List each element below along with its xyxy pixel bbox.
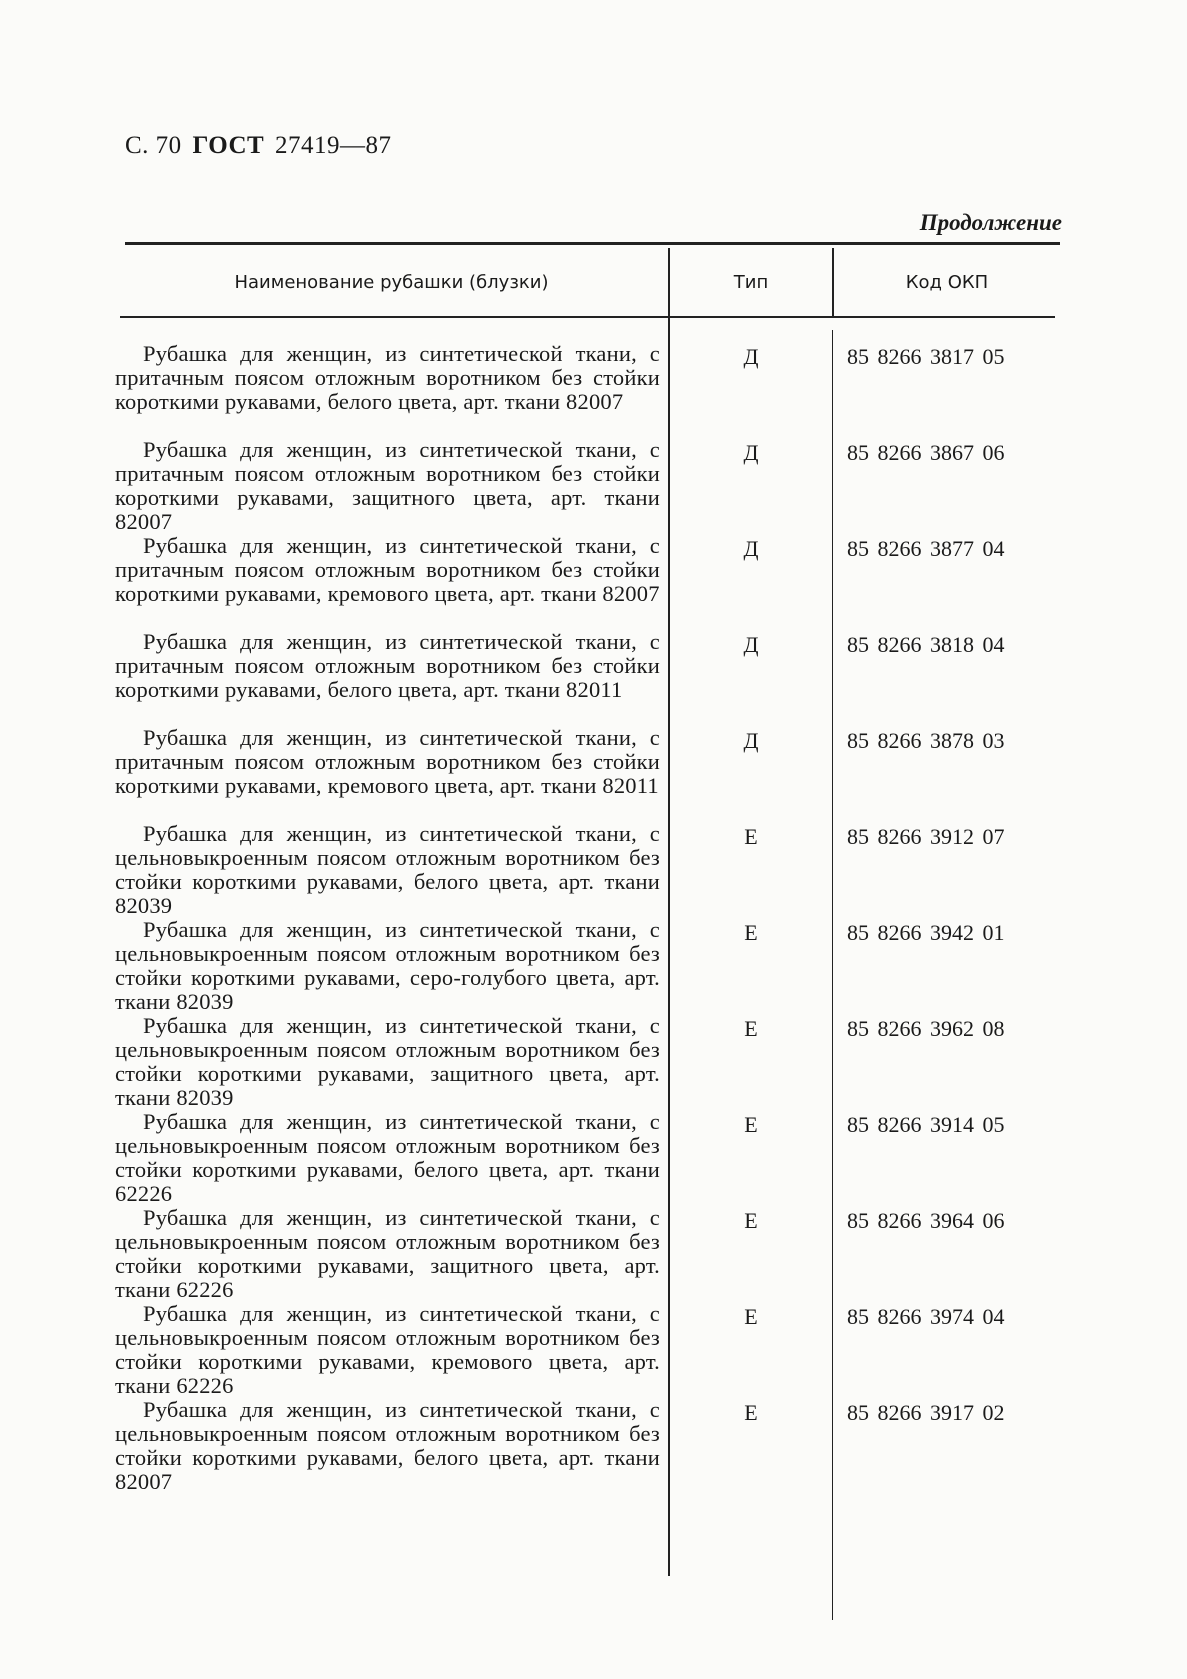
product-name: Рубашка для женщин, из синтетической ткани, с притачным поясом отложным воротником без стойки короткими рукавами, кремового цвета, арт. ткани 82007 xyxy=(115,533,660,606)
table-header-rule xyxy=(120,316,1055,318)
okp-code: 85 8266 3917 02 xyxy=(847,1400,1005,1425)
okp-code: 85 8266 3877 04 xyxy=(847,536,1005,561)
standard-number: 27419—87 xyxy=(274,132,392,159)
product-table xyxy=(115,242,1060,1582)
table-row xyxy=(115,534,1060,630)
column-header-type: Тип xyxy=(733,271,769,293)
table-row xyxy=(115,1014,1060,1110)
column-header-code: Код ОКП xyxy=(905,271,989,293)
product-name: Рубашка для женщин, из синтетической ткани, с притачным поясом отложным воротником без стойки короткими рукавами, защитного цвета, арт. ткани 82007 xyxy=(115,437,660,534)
table-row xyxy=(115,630,1060,726)
okp-code: 85 8266 3914 05 xyxy=(847,1112,1005,1137)
table-row xyxy=(115,726,1060,822)
product-name: Рубашка для женщин, из синтетической ткани, с цельновыкроенным поясом отложным воротником без стойки короткими рукавами, кремового цвета, арт. ткани 62226 xyxy=(115,1301,660,1398)
product-type: Д xyxy=(743,344,759,369)
product-name: Рубашка для женщин, из синтетической ткани, с цельновыкроенным поясом отложным воротником без стойки короткими рукавами, серо-голубого цвета, арт. ткани 82039 xyxy=(115,917,660,1014)
table-row xyxy=(115,1110,1060,1206)
product-type: Е xyxy=(744,920,758,945)
okp-code: 85 8266 3817 05 xyxy=(847,344,1005,369)
product-name: Рубашка для женщин, из синтетической ткани, с притачным поясом отложным воротником без стойки короткими рукавами, белого цвета, арт. ткани 82011 xyxy=(115,629,660,702)
table-row xyxy=(115,342,1060,438)
product-type: Д xyxy=(743,536,759,561)
product-name: Рубашка для женщин, из синтетической ткани, с цельновыкроенным поясом отложным воротником без стойки короткими рукавами, белого цвета, арт. ткани 82007 xyxy=(115,1397,660,1494)
okp-code: 85 8266 3912 07 xyxy=(847,824,1005,849)
table-top-rule xyxy=(125,242,1060,245)
product-type: Е xyxy=(744,1112,758,1137)
product-type: Д xyxy=(743,728,759,753)
product-name: Рубашка для женщин, из синтетической ткани, с цельновыкроенным поясом отложным воротником без стойки короткими рукавами, белого цвета, арт. ткани 82039 xyxy=(115,821,660,918)
okp-code: 85 8266 3964 06 xyxy=(847,1208,1005,1233)
okp-code: 85 8266 3867 06 xyxy=(847,440,1005,465)
column-header-name: Наименование рубашки (блузки) xyxy=(234,271,549,293)
product-type: Е xyxy=(744,1016,758,1041)
product-name: Рубашка для женщин, из синтетической ткани, с притачным поясом отложным воротником без стойки короткими рукавами, белого цвета, арт. ткани 82007 xyxy=(115,341,660,414)
table-row xyxy=(115,1398,1060,1494)
okp-code: 85 8266 3974 04 xyxy=(847,1304,1005,1329)
table-row xyxy=(115,918,1060,1014)
okp-code: 85 8266 3942 01 xyxy=(847,920,1005,945)
okp-code: 85 8266 3818 04 xyxy=(847,632,1005,657)
table-row xyxy=(115,1302,1060,1398)
table-row xyxy=(115,438,1060,534)
page-header xyxy=(125,132,391,160)
product-name: Рубашка для женщин, из синтетической ткани, с притачным поясом отложным воротником без стойки короткими рукавами, кремового цвета, арт. ткани 82011 xyxy=(115,725,660,798)
product-type: Е xyxy=(744,1304,758,1329)
product-type: Е xyxy=(744,824,758,849)
okp-code: 85 8266 3962 08 xyxy=(847,1016,1005,1041)
continuation-label: Продолжение xyxy=(919,210,1062,235)
table-body xyxy=(115,342,1060,1494)
product-type: Д xyxy=(743,440,759,465)
product-type: Е xyxy=(744,1400,758,1425)
product-name: Рубашка для женщин, из синтетической ткани, с цельновыкроенным поясом отложным воротником без стойки короткими рукавами, белого цвета, арт. ткани 62226 xyxy=(115,1109,660,1206)
page-number: С. 70 xyxy=(125,132,182,159)
product-type: Д xyxy=(743,632,759,657)
okp-code: 85 8266 3878 03 xyxy=(847,728,1005,753)
product-name: Рубашка для женщин, из синтетической ткани, с цельновыкроенным поясом отложным воротником без стойки короткими рукавами, защитного цвета, арт. ткани 82039 xyxy=(115,1013,660,1110)
table-row xyxy=(115,1206,1060,1302)
product-type: Е xyxy=(744,1208,758,1233)
table-row xyxy=(115,822,1060,918)
standard-label: ГОСТ xyxy=(192,132,265,159)
product-name: Рубашка для женщин, из синтетической ткани, с цельновыкроенным поясом отложным воротником без стойки короткими рукавами, защитного цвета, арт. ткани 62226 xyxy=(115,1205,660,1302)
